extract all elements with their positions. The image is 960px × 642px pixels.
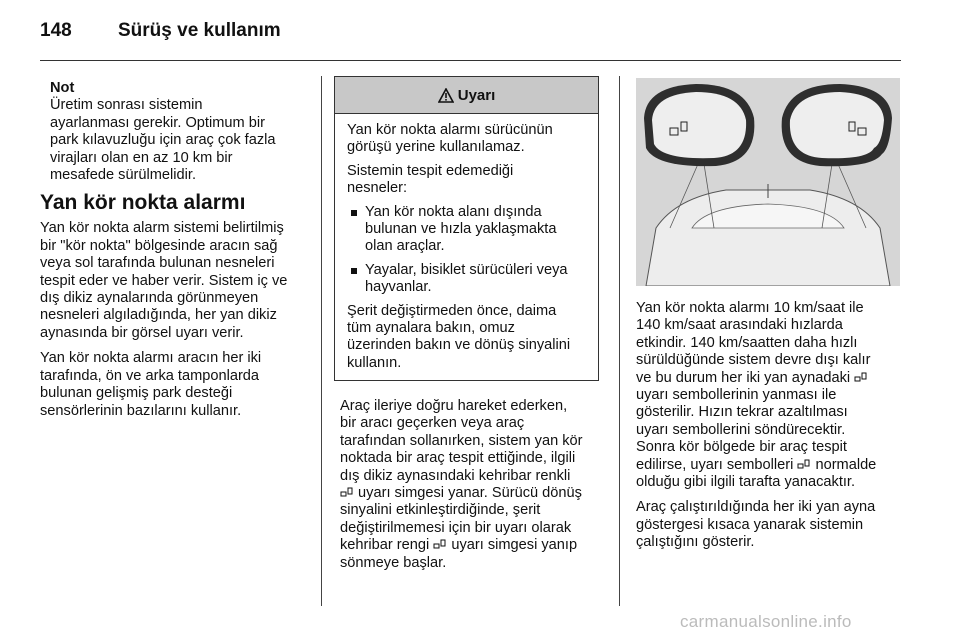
text-line bbox=[340, 537, 602, 554]
text-run: normalde bbox=[811, 456, 877, 473]
warning-bullet-list bbox=[347, 204, 588, 297]
text-line: bir aracı geçerken veya araç bbox=[340, 415, 525, 432]
text-line: bulunan ve hızla yaklaşmakta bbox=[365, 221, 557, 238]
text-line: hayvanlar. bbox=[365, 279, 432, 296]
text-line: 140 km/saat arasındaki hızlarda bbox=[636, 317, 843, 334]
text-line: Şerit değiştirmeden önce, daima bbox=[347, 302, 557, 319]
bullet-item bbox=[347, 262, 588, 297]
text-line bbox=[636, 457, 902, 474]
blind-spot-warning-icon bbox=[854, 371, 868, 383]
middle-column bbox=[340, 398, 602, 572]
paragraph-line: aynasında bir görsel uyarı verir. bbox=[40, 324, 244, 341]
column-divider-left bbox=[321, 76, 322, 606]
right-column bbox=[636, 300, 902, 552]
text-line: tüm aynalara bakın, omuz bbox=[347, 320, 515, 337]
text-line: Araç ileriye doğru hareket ederken, bbox=[340, 398, 568, 414]
warning-paragraph bbox=[347, 303, 588, 373]
text-line: kullanın. bbox=[347, 354, 402, 371]
text-line bbox=[636, 370, 902, 387]
text-line: Yayalar, bisiklet sürücüleri veya bbox=[365, 261, 568, 278]
text-line: nesneler: bbox=[347, 180, 408, 197]
text-run: edilirse, uyarı sembolleri bbox=[636, 456, 798, 473]
note-line: Üretim sonrası sistemin bbox=[50, 97, 203, 114]
paragraph-line: Yan kör nokta alarmı aracın her iki bbox=[40, 350, 262, 367]
blind-spot-mirrors-illustration bbox=[636, 78, 900, 286]
text-line: üzerinden bakın ve dönüş sinyalini bbox=[347, 337, 571, 354]
text-line: etkindir. 140 km/saatten daha hızlı bbox=[636, 334, 858, 351]
text-line: sürüldüğünde sistem devre dışı kalır bbox=[636, 352, 871, 369]
blind-spot-warning-icon bbox=[340, 486, 354, 498]
page-number: 148 bbox=[40, 20, 72, 41]
column-divider-right bbox=[619, 76, 620, 606]
text-line: çalıştığını gösterir. bbox=[636, 534, 755, 551]
note-block bbox=[40, 80, 312, 184]
note-line: ayarlanması gerekir. Optimum bir bbox=[50, 114, 265, 131]
watermark: carmanualsonline.info bbox=[680, 612, 852, 631]
paragraph-line: bulunan gelişmiş park desteği bbox=[40, 385, 233, 402]
text-line: Sonra kör bölgede bir araç tespit bbox=[636, 439, 847, 456]
note-line: mesafede sürülmelidir. bbox=[50, 167, 197, 184]
note-line: park kılavuzluğu için araç çok fazla bbox=[50, 132, 276, 149]
text-line: olduğu gibi ilgili tarafta yanacaktır. bbox=[636, 474, 856, 491]
text-line: tarafından sollanırken, sistem yan kör bbox=[340, 432, 583, 449]
section-title: Yan kör nokta alarmı bbox=[40, 191, 246, 215]
paragraph-line: tespit eder ve haber verir. Sistem iç ve bbox=[40, 272, 288, 289]
text-run: ve bu durum her iki yan aynadaki bbox=[636, 369, 855, 386]
paragraph-line: Yan kör nokta alarm sistemi belirtilmiş bbox=[40, 220, 284, 237]
note-heading: Not bbox=[50, 80, 75, 96]
bullet-item bbox=[347, 204, 588, 256]
page-title: Sürüş ve kullanım bbox=[118, 20, 281, 41]
warning-paragraph bbox=[347, 122, 588, 157]
text-run: uyarı simgesi yanıp bbox=[447, 537, 578, 554]
text-line: Yan kör nokta alarmı sürücünün bbox=[347, 122, 553, 138]
text-line: Araç çalıştırıldığında her iki yan ayna bbox=[636, 499, 876, 516]
text-line: gösterilir. Hızın tekrar azaltılması bbox=[636, 404, 848, 421]
text-line bbox=[340, 485, 602, 502]
note-line: virajları olan en az 10 km bir bbox=[50, 149, 233, 166]
warning-box bbox=[334, 76, 599, 381]
warning-paragraph bbox=[347, 163, 588, 198]
text-line: dış dikiz aynasındaki kehribar renkli bbox=[340, 467, 571, 484]
text-line: değiştirilmemesi için bir uyarı olarak bbox=[340, 519, 572, 536]
text-line: göstergesi kısaca yanarak sistemin bbox=[636, 516, 864, 533]
left-column bbox=[40, 80, 312, 420]
car-mirrors-drawing bbox=[636, 78, 900, 286]
text-line: sönmeye başlar. bbox=[340, 554, 447, 571]
text-run: kehribar rengi bbox=[340, 537, 434, 554]
warning-triangle-icon bbox=[438, 88, 454, 103]
blind-spot-warning-icon bbox=[433, 538, 447, 550]
paragraph-line: nesneleri algıladığında, her yan dikiz bbox=[40, 307, 277, 324]
text-line: görüşü yerine kullanılamaz. bbox=[347, 139, 525, 156]
warning-body bbox=[335, 114, 598, 372]
header-divider bbox=[40, 60, 901, 61]
text-line: uyarı sembollerinin yanması ile bbox=[636, 387, 837, 404]
text-line: Sistemin tespit edemediği bbox=[347, 162, 514, 179]
text-line: sinyalini etkinleştirdiğinde, şerit bbox=[340, 502, 541, 519]
text-line: Yan kör nokta alanı dışında bbox=[365, 203, 542, 220]
paragraph-line: veya sol tarafında bulunan nesneleri bbox=[40, 255, 275, 272]
text-line: Yan kör nokta alarmı 10 km/saat ile bbox=[636, 300, 864, 316]
text-line: olan araçlar. bbox=[365, 238, 445, 255]
warning-heading: Uyarı bbox=[457, 86, 496, 104]
text-line: uyarı sembollerini söndürecektir. bbox=[636, 421, 846, 438]
paragraph-line: sensörlerinin bazılarını kullanır. bbox=[40, 402, 242, 419]
warning-header bbox=[335, 77, 598, 114]
text-run: uyarı simgesi yanar. Sürücü dönüş bbox=[354, 485, 582, 502]
blind-spot-warning-icon bbox=[797, 458, 811, 470]
text-line: noktada bir araç tespit ettiğinde, ilgili bbox=[340, 450, 576, 467]
paragraph-line: bir "kör nokta" bölgesinde aracın sağ bbox=[40, 237, 278, 254]
paragraph-line: tarafında, ön ve arka tamponlarda bbox=[40, 367, 260, 384]
paragraph-line: dış dikiz aynalarında görünmeyen bbox=[40, 290, 259, 307]
